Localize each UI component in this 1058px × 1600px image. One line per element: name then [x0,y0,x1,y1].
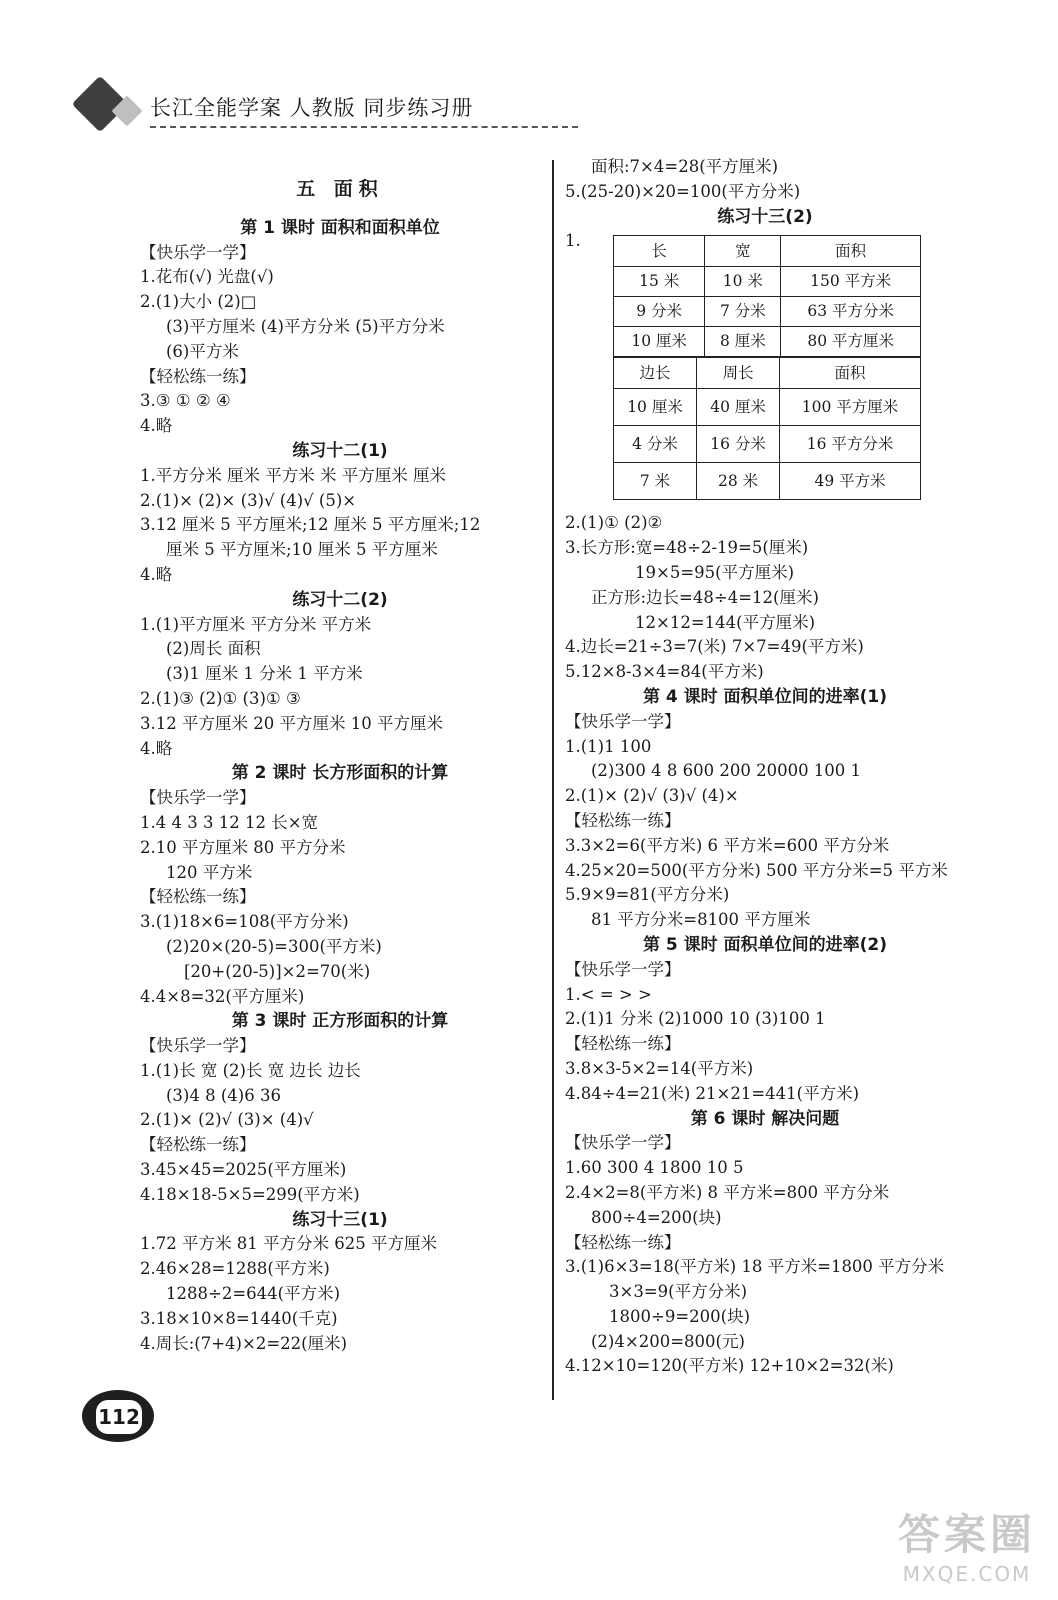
exercise-lines [565,511,965,685]
answer-line: 【快乐学一学】 [140,242,256,262]
answer-line: 3.45×45=2025(平方厘米) [140,1160,347,1180]
table-row [614,327,921,357]
lesson-block [140,761,540,1009]
answer-line: (2)4×200=800(元) [591,1331,745,1351]
answer-line: 120 平方米 [166,862,253,882]
square-area-table [613,357,921,500]
lesson-block [565,933,965,1107]
table-row [614,463,921,500]
answer-line: (3)1 厘米 1 分米 1 平方米 [166,664,363,684]
answer-line: 3.12 厘米 5 平方厘米;12 厘米 5 平方厘米;12 [140,515,481,535]
table-cell: 40 厘米 [697,389,780,426]
answer-line: 2.10 平方厘米 80 平方分米 [140,837,346,857]
tables-block [565,229,965,511]
answer-line: 4.略 [140,564,173,584]
table-cell: 80 平方厘米 [781,327,921,357]
answer-line: 3.12 平方厘米 20 平方厘米 10 平方厘米 [140,713,443,733]
table-cell: 63 平方分米 [781,297,921,327]
answer-line: 面积:7×4=28(平方厘米) [591,157,779,176]
table-cell: 边长 [614,358,697,389]
answer-line: 5.9×9=81(平方分米) [565,885,730,905]
header-title: 长江全能学案 人教版 同步练习册 [150,96,474,120]
table-cell: 面积 [780,358,921,389]
table-cell: 150 平方米 [781,267,921,297]
section-heading: 练习十二(1) [292,440,388,461]
answer-line: 4.4×8=32(平方厘米) [140,986,305,1006]
answer-line: 19×5=95(平方厘米) [635,562,795,582]
chapter-title: 五 面积 [296,178,384,200]
lesson-block [140,1208,540,1357]
section-heading: 第 2 课时 长方形面积的计算 [231,763,449,784]
answer-line: (3)4 8 (4)6 36 [166,1085,281,1105]
answer-line: 1.(1)1 100 [565,736,652,756]
answer-line: 3.③ ① ② ④ [140,391,231,411]
header-dashed-rule [150,126,578,128]
answer-line: 1800÷9=200(块) [609,1306,751,1326]
answer-line: 【轻松练一练】 [565,810,681,830]
answer-line: 3.8×3-5×2=14(平方米) [565,1058,754,1078]
right-blocks [565,685,965,1379]
page-number: 112 [96,1400,142,1434]
answer-line: 4.84÷4=21(米) 21×21=441(平方米) [565,1083,860,1103]
lesson-block [140,216,540,439]
answer-line: 1.花布(√) 光盘(√) [140,267,274,287]
answer-line: 【快乐学一学】 [140,788,256,808]
answer-line: 12×12=144(平方厘米) [635,612,816,632]
left-column [140,155,540,1356]
answer-line: 4.边长=21÷3=7(米) 7×7=49(平方米) [565,637,864,657]
rectangle-area-table [613,235,921,357]
answer-line: (2)周长 面积 [166,639,261,659]
table-cell: 15 米 [614,267,705,297]
answer-line: 【轻松练一练】 [565,1034,681,1054]
answer-line: 1.72 平方米 81 平方分米 625 平方厘米 [140,1234,437,1254]
answer-line: 3×3=9(平方分米) [609,1282,748,1302]
table-row [614,297,921,327]
answer-line: 2.(1)大小 (2)□ [140,292,257,312]
table-cell: 49 平方米 [780,463,921,500]
answer-line: 2.(1)× (2)√ (3)√ (4)× [565,786,739,806]
answer-line: 2.(1)× (2)√ (3)× (4)√ [140,1110,314,1130]
answer-line: 4.周长:(7+4)×2=22(厘米) [140,1333,348,1353]
answer-line: 【轻松练一练】 [140,1135,256,1155]
section-heading: 第 1 课时 面积和面积单位 [240,217,440,238]
answer-line: 1.< = > > [565,984,652,1004]
right-top-lines [565,155,965,205]
answer-line: 4.12×10=120(平方米) 12+10×2=32(米) [565,1356,894,1376]
section-heading: 练习十三(2) [717,206,813,227]
answer-line: 4.略 [140,416,173,436]
section-heading: 第 4 课时 面积单位间的进率(1) [643,686,887,707]
table-cell: 9 分米 [614,297,705,327]
section-heading: 第 5 课时 面积单位间的进率(2) [643,934,887,955]
table-cell: 7 分米 [705,297,781,327]
column-divider [552,160,554,1400]
table-cell: 周长 [697,358,780,389]
answer-line: [20+(20-5)]×2=70(米) [184,961,371,981]
table-cell: 长 [614,236,705,267]
answer-line: 1.60 300 4 1800 10 5 [565,1158,744,1178]
table-cell: 10 厘米 [614,389,697,426]
answer-line: 【快乐学一学】 [565,711,681,731]
answer-line: 5.12×8-3×4=84(平方米) [565,662,764,682]
table-cell: 8 厘米 [705,327,781,357]
right-column [565,155,965,1379]
answer-line: 【轻松练一练】 [140,887,256,907]
answer-line: 2.4×2=8(平方米) 8 平方米=800 平方分米 [565,1182,890,1202]
answer-line: 81 平方分米=8100 平方厘米 [591,910,811,930]
answer-line: 正方形:边长=48÷4=12(厘米) [591,587,819,607]
lesson-block [565,1107,965,1380]
answer-line: 3.18×10×8=1440(千克) [140,1308,338,1328]
table-header-row [614,358,921,389]
answer-line: 3.3×2=6(平方米) 6 平方米=600 平方分米 [565,835,890,855]
answer-line: 2.(1)① (2)② [565,513,663,533]
watermark-url: MXQE.COM [902,1562,1032,1586]
answer-line: (3)平方厘米 (4)平方分米 (5)平方分米 [166,316,445,336]
section-heading: 第 6 课时 解决问题 [690,1108,840,1129]
answer-line: 4.略 [140,738,173,758]
answer-line: 2.(1)× (2)× (3)√ (4)√ (5)× [140,490,357,510]
question-number: 1. [565,231,581,251]
watermark [898,1502,1036,1586]
answer-line: (2)20×(20-5)=300(平方米) [166,936,382,956]
table-cell: 100 平方厘米 [780,389,921,426]
table-cell: 4 分米 [614,426,697,463]
answer-line: 1.(1)长 宽 (2)长 宽 边长 边长 [140,1060,361,1080]
answer-line: 1.4 4 3 3 12 12 长×宽 [140,812,319,832]
watermark-logo-text: 答案圈 [897,1510,1036,1559]
answer-line: 【快乐学一学】 [565,1133,681,1153]
answer-line: (2)300 4 8 600 200 20000 100 1 [591,761,862,781]
table-cell: 7 米 [614,463,697,500]
table-row [614,426,921,463]
lesson-block [140,1009,540,1207]
answer-line: 【轻松练一练】 [140,366,256,386]
answer-line: 1.(1)平方厘米 平方分米 平方米 [140,614,372,634]
answer-line: 1.平方分米 厘米 平方米 米 平方厘米 厘米 [140,465,446,485]
answer-line: 2.(1)③ (2)① (3)① ③ [140,688,301,708]
page-header [72,78,512,138]
answer-line: 【快乐学一学】 [565,959,681,979]
table-header-row [614,236,921,267]
answer-line: 3.长方形:宽=48÷2-19=5(厘米) [565,538,809,558]
table-cell: 宽 [705,236,781,267]
answer-line: 2.46×28=1288(平方米) [140,1259,330,1279]
answer-line: 4.25×20=500(平方分米) 500 平方分米=5 平方米 [565,860,948,880]
answer-line: (6)平方米 [166,341,239,361]
table-row [614,389,921,426]
section-heading: 练习十三(1) [292,1209,388,1230]
section-heading: 练习十二(2) [292,589,388,610]
table-row [614,267,921,297]
answer-line: 4.18×18-5×5=299(平方米) [140,1184,360,1204]
table-cell: 10 米 [705,267,781,297]
table-cell: 10 厘米 [614,327,705,357]
table-cell: 面积 [781,236,921,267]
answer-line: 3.(1)18×6=108(平方分米) [140,912,349,932]
answer-line: 2.(1)1 分米 (2)1000 10 (3)100 1 [565,1009,826,1029]
lesson-block [140,588,540,762]
section-heading: 第 3 课时 正方形面积的计算 [231,1011,449,1032]
table-cell: 16 平方分米 [780,426,921,463]
table-cell: 28 米 [697,463,780,500]
lesson-block [140,439,540,588]
answer-line: 5.(25-20)×20=100(平方分米) [565,181,801,201]
lesson-block [565,685,965,933]
table-cell: 16 分米 [697,426,780,463]
answer-line: 【轻松练一练】 [565,1232,681,1252]
answer-line: 3.(1)6×3=18(平方米) 18 平方米=1800 平方分米 [565,1257,945,1277]
answer-line: 800÷4=200(块) [591,1207,722,1227]
answer-line: 厘米 5 平方厘米;10 厘米 5 平方厘米 [166,540,438,560]
answer-line: 【快乐学一学】 [140,1036,256,1056]
answer-line: 1288÷2=644(平方米) [166,1284,341,1304]
